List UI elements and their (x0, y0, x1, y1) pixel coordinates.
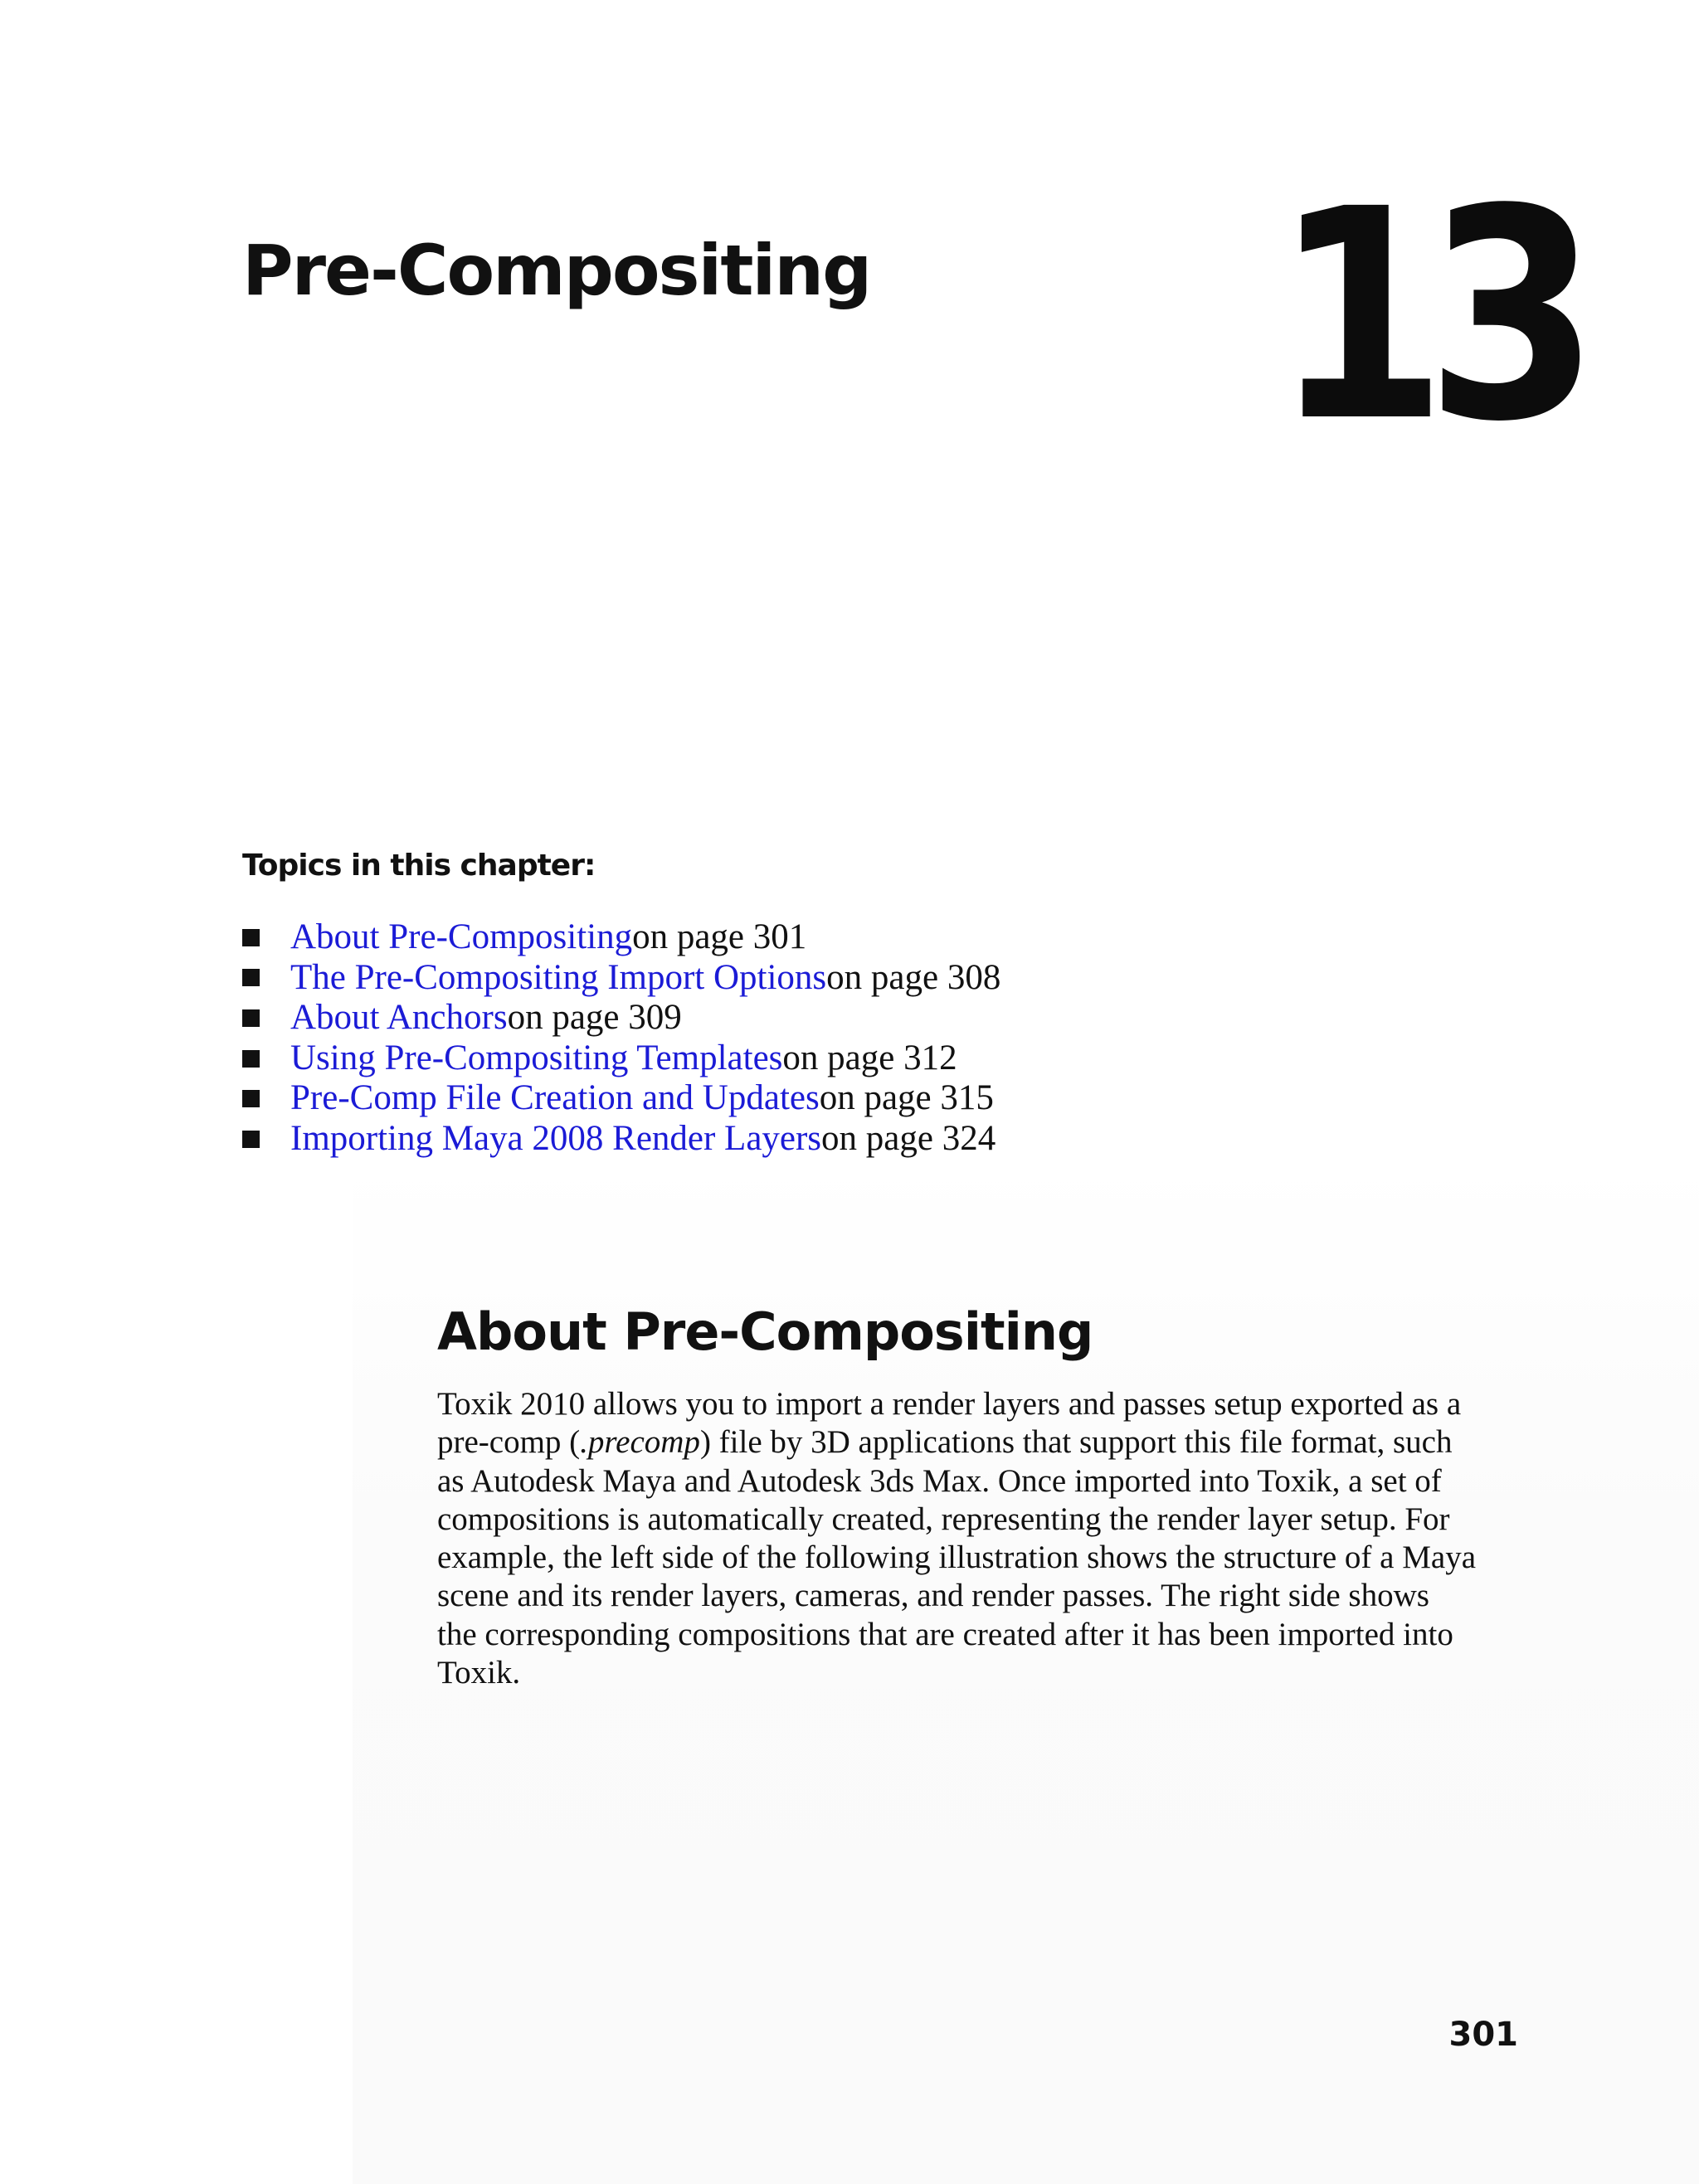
chapter-number: 13 (1273, 147, 1579, 485)
paragraph-line: as Autodesk Maya and Autodesk 3ds Max. Once imported into Toxik, a set of (437, 1462, 1442, 1499)
topic-page-reference: on page 312 (782, 1038, 957, 1077)
topic-page-reference: on page 308 (826, 957, 1001, 997)
paragraph-line: Toxik 2010 allows you to import a render layers and passes setup exported as a (437, 1386, 1462, 1422)
square-bullet-icon (242, 969, 260, 986)
paragraph-line: the corresponding compositions that are created after it has been imported into (437, 1616, 1453, 1652)
page-number: 301 (1448, 2016, 1518, 2054)
square-bullet-icon (242, 1131, 260, 1148)
topic-page-reference: on page 309 (507, 998, 682, 1038)
topic-link-about-anchors[interactable]: About Anchors (290, 998, 508, 1038)
topic-link-maya-render-layers[interactable]: Importing Maya 2008 Render Layers (290, 1118, 822, 1158)
topic-link-about-pre-compositing[interactable]: About Pre-Compositing (290, 917, 633, 956)
list-item (242, 1119, 1000, 1160)
square-bullet-icon (242, 1090, 260, 1107)
topics-heading: Topics in this chapter: (242, 849, 596, 883)
list-item (242, 998, 1000, 1038)
list-item (242, 958, 1000, 999)
square-bullet-icon (242, 929, 260, 946)
paragraph-line: compositions is automatically created, representing the render layer setup. For (437, 1501, 1450, 1537)
body-paragraph (437, 1385, 1547, 1692)
section-heading: About Pre-Compositing (437, 1301, 1093, 1362)
topic-page-reference: on page 315 (819, 1078, 994, 1118)
topic-link-file-creation[interactable]: Pre-Comp File Creation and Updates (290, 1078, 820, 1118)
square-bullet-icon (242, 1009, 260, 1027)
topics-list (242, 917, 1000, 1160)
topic-page-reference: on page 301 (632, 917, 807, 956)
chapter-title: Pre-Compositing (242, 230, 871, 311)
list-item (242, 917, 1000, 958)
paragraph-line: pre-comp (.precomp) file by 3D applications that support this file format, such (437, 1424, 1453, 1461)
paragraph-line: example, the left side of the following illustration shows the structure of a Maya (437, 1540, 1477, 1576)
paragraph-line: Toxik. (437, 1655, 521, 1691)
topic-page-reference: on page 324 (821, 1118, 996, 1158)
square-bullet-icon (242, 1050, 260, 1068)
paragraph-line: scene and its render layers, cameras, and render passes. The right side shows (437, 1578, 1429, 1614)
list-item (242, 1078, 1000, 1119)
list-item (242, 1038, 1000, 1079)
file-extension: .precomp (580, 1424, 700, 1461)
topic-link-templates[interactable]: Using Pre-Compositing Templates (290, 1038, 783, 1077)
topic-link-import-options[interactable]: The Pre-Compositing Import Options (290, 957, 827, 997)
